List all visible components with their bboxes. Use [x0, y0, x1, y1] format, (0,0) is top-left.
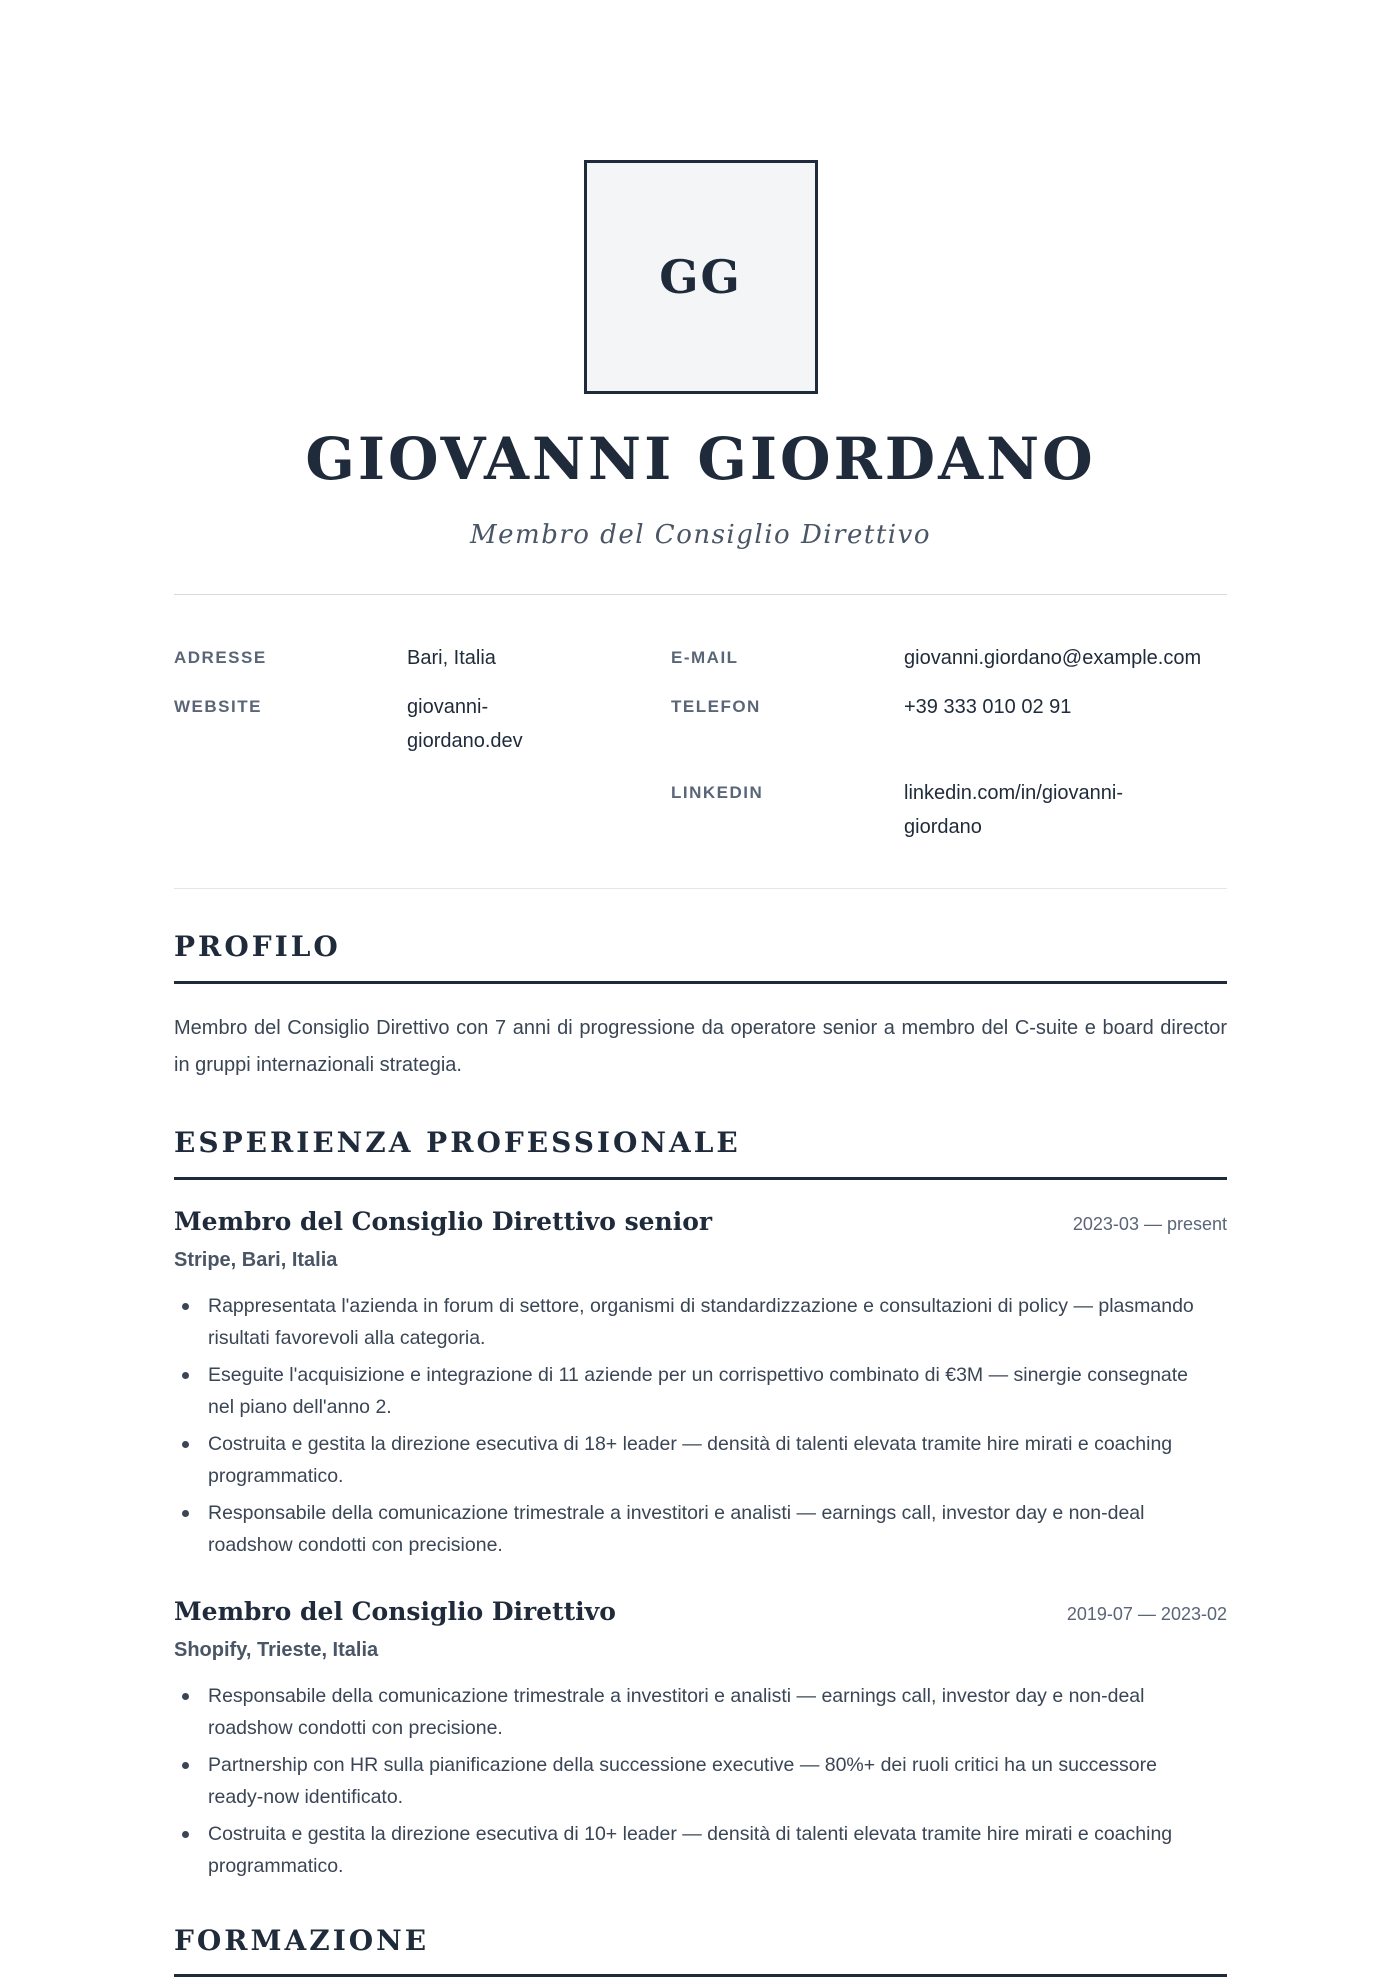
- profile-rule: [174, 981, 1227, 984]
- job-dates: 2023-03 — present: [1072, 1214, 1227, 1234]
- address-label: ADRESSE: [174, 648, 267, 667]
- job-bullets: [174, 1290, 1227, 1566]
- phone-value[interactable]: +39 333 010 02 91: [904, 696, 1072, 718]
- bullet-dot-icon: [182, 1303, 189, 1310]
- bullet-dot-icon: [182, 1510, 189, 1517]
- contact-divider: [174, 888, 1227, 889]
- bullet-text: Eseguite l'acquisizione e integrazione di 11 aziende per un corrispettivo combinato di €3M — sinergie consegnate nel piano dell'anno 2.: [208, 1364, 1189, 1418]
- experience-heading: ESPERIENZA PROFESSIONALE: [174, 1126, 741, 1159]
- bullet-dot-icon: [182, 1441, 189, 1448]
- email-label: E-MAIL: [671, 648, 739, 667]
- job-title: Membro del Consiglio Direttivo: [174, 1597, 616, 1626]
- education-rule: [174, 1974, 1227, 1977]
- linkedin-link[interactable]: linkedin.com/in/giovanni-giordano: [904, 782, 1124, 838]
- bullet-text: Responsabile della comunicazione trimestrale a investitori e analisti — earnings call, investor day e non-deal roadshow condotti con precisione.: [208, 1502, 1145, 1556]
- experience-rule: [174, 1177, 1227, 1180]
- bullet-item: [174, 1290, 1227, 1354]
- bullet-text: Partnership con HR sulla pianificazione della successione executive — 80%+ dei ruoli critici ha un successore ready-now identificato.: [208, 1754, 1157, 1808]
- email-link[interactable]: giovanni.giordano@example.com: [904, 647, 1202, 669]
- education-heading: FORMAZIONE: [174, 1924, 430, 1957]
- job-company: Shopify, Trieste, Italia: [174, 1639, 379, 1661]
- bullet-dot-icon: [182, 1372, 189, 1379]
- website-label: WEBSITE: [174, 697, 262, 716]
- bullet-dot-icon: [182, 1831, 189, 1838]
- linkedin-label: LINKEDIN: [671, 783, 764, 802]
- job-company: Stripe, Bari, Italia: [174, 1249, 338, 1271]
- phone-label: TELEFON: [671, 697, 761, 716]
- job-subtitle: Membro del Consiglio Direttivo: [470, 520, 931, 550]
- job-title: Membro del Consiglio Direttivo senior: [174, 1207, 713, 1236]
- website-link[interactable]: giovanni-giordano.dev: [407, 696, 523, 752]
- profile-heading: PROFILO: [174, 930, 341, 963]
- bullet-text: Costruita e gestita la direzione esecutiva di 10+ leader — densità di talenti elevata tramite hire mirati e coaching programmatico.: [208, 1823, 1173, 1877]
- monogram-avatar: GG: [584, 160, 818, 394]
- bullet-dot-icon: [182, 1693, 189, 1700]
- bullet-item: [174, 1359, 1227, 1423]
- address-value: Bari, Italia: [407, 647, 496, 669]
- person-name: GIOVANNI GIORDANO: [305, 425, 1096, 493]
- monogram-container: [174, 160, 1227, 394]
- bullet-dot-icon: [182, 1762, 189, 1769]
- bullet-text: Responsabile della comunicazione trimestrale a investitori e analisti — earnings call, investor day e non-deal roadshow condotti con precisione.: [208, 1685, 1145, 1739]
- bullet-text: Costruita e gestita la direzione esecutiva di 18+ leader — densità di talenti elevata tramite hire mirati e coaching programmatico.: [208, 1433, 1173, 1487]
- header-divider: [174, 594, 1227, 595]
- bullet-item: [174, 1818, 1227, 1882]
- bullet-item: [174, 1680, 1227, 1744]
- bullet-item: [174, 1749, 1227, 1813]
- bullet-item: [174, 1428, 1227, 1492]
- job-dates: 2019-07 — 2023-02: [1066, 1604, 1227, 1624]
- bullet-text: Rappresentata l'azienda in forum di settore, organismi di standardizzazione e consultazioni di policy — plasmando risultati favorevoli alla categoria.: [208, 1295, 1194, 1349]
- job-bullets: [174, 1680, 1227, 1887]
- profile-text: Membro del Consiglio Direttivo con 7 anni di progressione da operatore senior a membro del C-suite e board director in gruppi internazionali strategia.: [174, 1017, 1227, 1076]
- bullet-item: [174, 1497, 1227, 1561]
